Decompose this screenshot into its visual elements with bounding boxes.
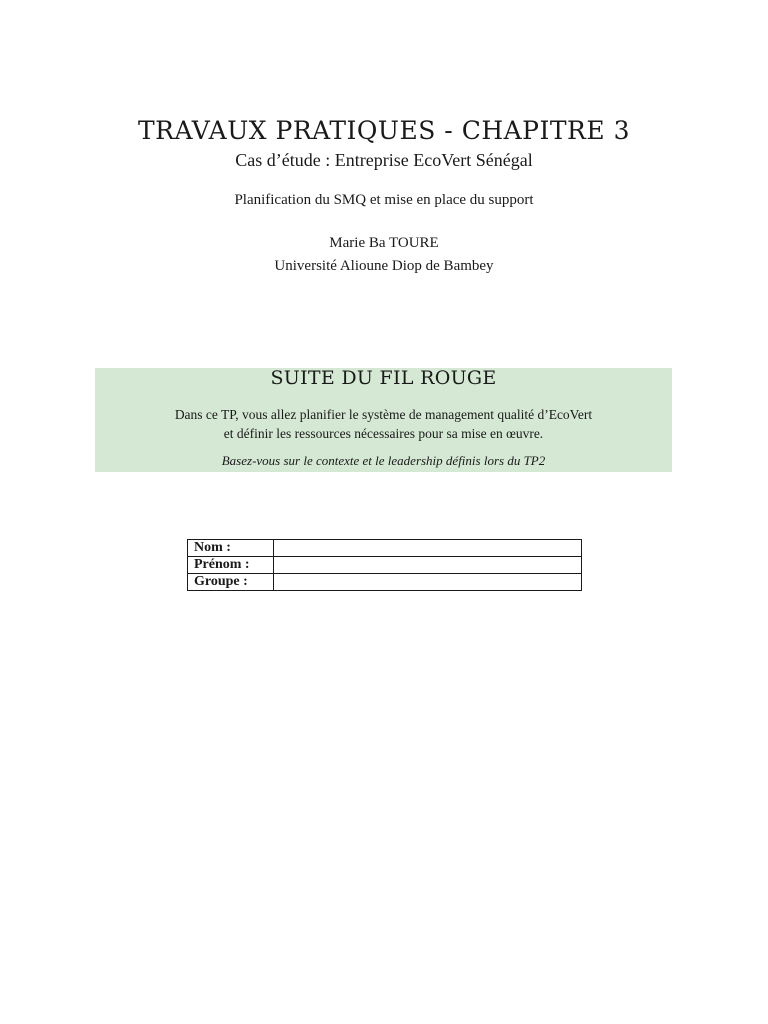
nom-field[interactable] [274,540,582,557]
callout-title: SUITE DU FIL ROUGE [270,367,497,389]
groupe-label: Groupe : [188,574,274,591]
groupe-field[interactable] [274,574,582,591]
student-identification-table [187,539,582,591]
author-name: Marie Ba TOURE [329,235,439,251]
table-row [188,540,582,557]
callout-note: Basez-vous sur le contexte et le leadership définis lors du TP2 [221,453,546,468]
table-row [188,574,582,591]
table-row [188,557,582,574]
document-subtitle: Cas d’étude : Entreprise EcoVert Sénégal [235,150,533,170]
nom-label: Nom : [188,540,274,557]
callout-text-line-1: Dans ce TP, vous allez planifier le système de management qualité d’EcoVert [174,407,593,422]
document-title: TRAVAUX PRATIQUES - CHAPITRE 3 [138,116,630,145]
prenom-label: Prénom : [188,557,274,574]
university-name: Université Alioune Diop de Bambey [274,258,494,274]
document-topic: Planification du SMQ et mise en place du support [234,192,534,208]
prenom-field[interactable] [274,557,582,574]
callout-text-line-2: et définir les ressources nécessaires pour sa mise en œuvre. [223,426,544,441]
